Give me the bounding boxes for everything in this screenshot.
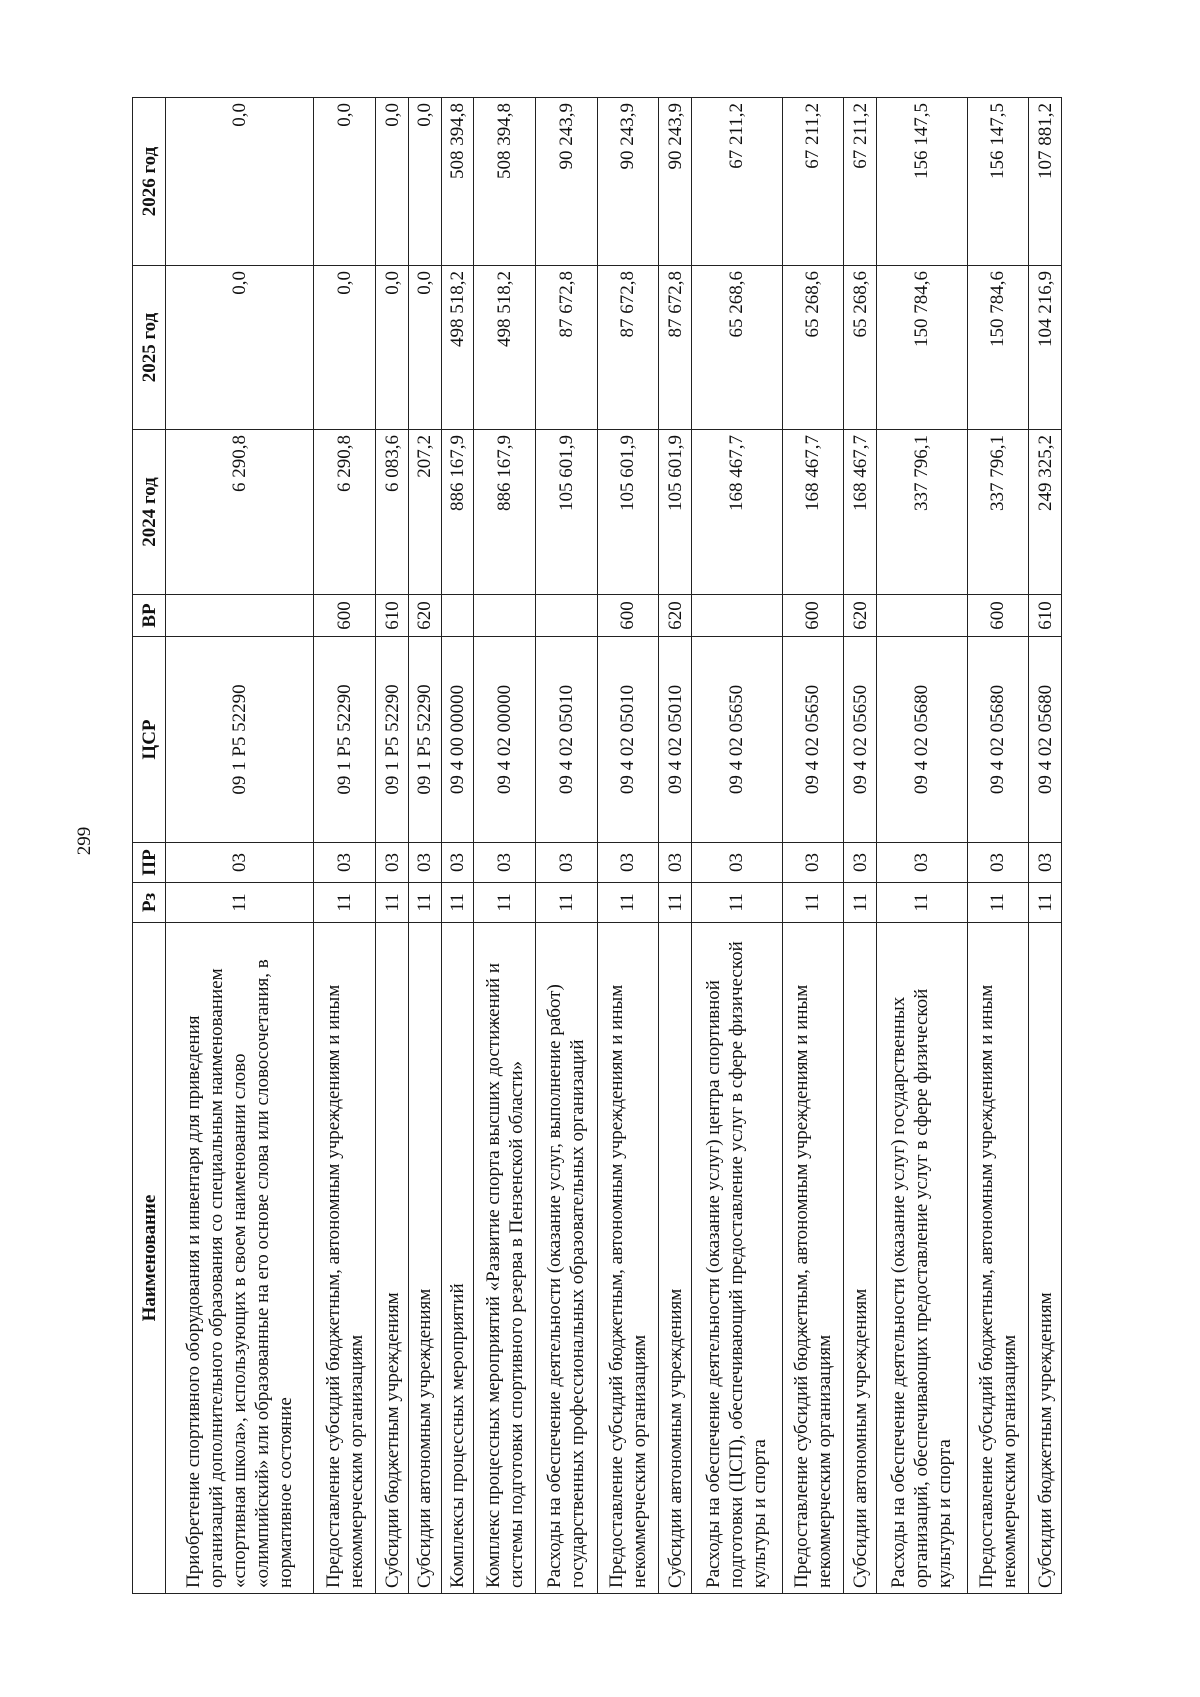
cell-pr: 03 xyxy=(376,843,409,883)
cell-2025: 0,0 xyxy=(376,266,409,430)
table-header-row xyxy=(133,98,166,1594)
cell-rz: 11 xyxy=(659,883,692,923)
cell-csr: 09 4 02 05650 xyxy=(782,637,844,843)
cell-2026: 0,0 xyxy=(166,98,314,266)
table-row xyxy=(376,98,409,1594)
cell-pr: 03 xyxy=(166,843,314,883)
cell-2025: 65 268,6 xyxy=(691,266,782,430)
cell-name: Субсидии автономным учреждениям xyxy=(659,923,692,1594)
table-row xyxy=(967,98,1029,1594)
cell-2025: 65 268,6 xyxy=(782,266,844,430)
header-2025: 2025 год xyxy=(133,266,166,430)
cell-2024: 168 467,7 xyxy=(691,430,782,595)
cell-rz: 11 xyxy=(474,883,536,923)
cell-2026: 0,0 xyxy=(376,98,409,266)
cell-name: Расходы на обеспечение деятельности (оказание услуг) государственных организаций, обеспечивающих предоставление услуг в сфере физической культуры и спорта xyxy=(876,923,967,1594)
cell-csr: 09 4 02 05010 xyxy=(597,637,659,843)
cell-vr xyxy=(876,595,967,637)
cell-pr: 03 xyxy=(967,843,1029,883)
cell-name: Предоставление субсидий бюджетным, автономным учреждениям и иным некоммерческим организациям xyxy=(597,923,659,1594)
cell-2025: 104 216,9 xyxy=(1029,266,1062,430)
cell-2024: 886 167,9 xyxy=(441,430,474,595)
cell-vr: 610 xyxy=(1029,595,1062,637)
cell-pr: 03 xyxy=(314,843,376,883)
header-2026: 2026 год xyxy=(133,98,166,266)
cell-pr: 03 xyxy=(408,843,441,883)
table-row xyxy=(876,98,967,1594)
cell-2026: 508 394,8 xyxy=(441,98,474,266)
cell-2026: 67 211,2 xyxy=(691,98,782,266)
cell-rz: 11 xyxy=(844,883,877,923)
table-row xyxy=(314,98,376,1594)
cell-2025: 0,0 xyxy=(166,266,314,430)
cell-2026: 156 147,5 xyxy=(967,98,1029,266)
cell-pr: 03 xyxy=(659,843,692,883)
cell-2024: 105 601,9 xyxy=(535,430,597,595)
cell-rz: 11 xyxy=(597,883,659,923)
cell-2024: 168 467,7 xyxy=(844,430,877,595)
table-row xyxy=(659,98,692,1594)
budget-table xyxy=(132,97,1062,1594)
cell-pr: 03 xyxy=(876,843,967,883)
cell-vr: 620 xyxy=(844,595,877,637)
cell-2026: 90 243,9 xyxy=(535,98,597,266)
cell-2024: 249 325,2 xyxy=(1029,430,1062,595)
cell-2026: 156 147,5 xyxy=(876,98,967,266)
cell-csr: 09 4 02 05680 xyxy=(967,637,1029,843)
cell-csr: 09 1 P5 52290 xyxy=(408,637,441,843)
cell-vr: 600 xyxy=(782,595,844,637)
cell-csr: 09 4 02 05650 xyxy=(691,637,782,843)
cell-2025: 87 672,8 xyxy=(659,266,692,430)
cell-csr: 09 1 P5 52290 xyxy=(314,637,376,843)
cell-pr: 03 xyxy=(474,843,536,883)
cell-pr: 03 xyxy=(441,843,474,883)
cell-vr: 620 xyxy=(659,595,692,637)
cell-2026: 107 881,2 xyxy=(1029,98,1062,266)
cell-2025: 0,0 xyxy=(314,266,376,430)
cell-2024: 337 796,1 xyxy=(967,430,1029,595)
table-row xyxy=(474,98,536,1594)
cell-2026: 90 243,9 xyxy=(597,98,659,266)
cell-vr xyxy=(535,595,597,637)
cell-rz: 11 xyxy=(441,883,474,923)
cell-pr: 03 xyxy=(782,843,844,883)
cell-csr: 09 4 02 05680 xyxy=(1029,637,1062,843)
cell-vr: 620 xyxy=(408,595,441,637)
header-2024: 2024 год xyxy=(133,430,166,595)
table-row xyxy=(844,98,877,1594)
cell-csr: 09 4 02 05650 xyxy=(844,637,877,843)
cell-2024: 207,2 xyxy=(408,430,441,595)
cell-name: Приобретение спортивного оборудования и инвентаря для приведения организаций дополнительного образования со специальным наименованием «спортивная школа», использующих в своем наименовании слово «олимпийский» или образованные на его основе слова или словосочетания, в нормативное состояние xyxy=(166,923,314,1594)
page-number: 299 xyxy=(74,826,95,856)
cell-2025: 87 672,8 xyxy=(597,266,659,430)
cell-csr: 09 1 P5 52290 xyxy=(376,637,409,843)
cell-name: Субсидии бюджетным учреждениям xyxy=(376,923,409,1594)
cell-pr: 03 xyxy=(535,843,597,883)
cell-rz: 11 xyxy=(782,883,844,923)
cell-rz: 11 xyxy=(166,883,314,923)
table-row xyxy=(597,98,659,1594)
cell-2024: 6 290,8 xyxy=(314,430,376,595)
cell-rz: 11 xyxy=(876,883,967,923)
cell-rz: 11 xyxy=(535,883,597,923)
cell-2024: 886 167,9 xyxy=(474,430,536,595)
cell-2025: 498 518,2 xyxy=(474,266,536,430)
cell-name: Субсидии бюджетным учреждениям xyxy=(1029,923,1062,1594)
cell-name: Комплексы процессных мероприятий xyxy=(441,923,474,1594)
cell-rz: 11 xyxy=(376,883,409,923)
header-vr: ВР xyxy=(133,595,166,637)
cell-csr: 09 4 00 00000 xyxy=(441,637,474,843)
cell-2025: 150 784,6 xyxy=(967,266,1029,430)
cell-vr: 600 xyxy=(597,595,659,637)
cell-csr: 09 4 02 05680 xyxy=(876,637,967,843)
header-name: Наименование xyxy=(133,923,166,1594)
cell-2024: 105 601,9 xyxy=(659,430,692,595)
cell-2026: 90 243,9 xyxy=(659,98,692,266)
cell-rz: 11 xyxy=(691,883,782,923)
cell-rz: 11 xyxy=(1029,883,1062,923)
cell-csr: 09 4 02 00000 xyxy=(474,637,536,843)
cell-csr: 09 4 02 05010 xyxy=(535,637,597,843)
cell-2024: 6 290,8 xyxy=(166,430,314,595)
table-row xyxy=(441,98,474,1594)
cell-vr: 610 xyxy=(376,595,409,637)
table-row xyxy=(1029,98,1062,1594)
cell-2026: 67 211,2 xyxy=(844,98,877,266)
rotated-table-container xyxy=(132,98,1062,1594)
cell-2026: 67 211,2 xyxy=(782,98,844,266)
cell-vr xyxy=(474,595,536,637)
cell-rz: 11 xyxy=(408,883,441,923)
cell-2025: 150 784,6 xyxy=(876,266,967,430)
cell-vr xyxy=(691,595,782,637)
cell-vr xyxy=(441,595,474,637)
header-csr: ЦСР xyxy=(133,637,166,843)
cell-name: Субсидии автономным учреждениям xyxy=(844,923,877,1594)
cell-2025: 0,0 xyxy=(408,266,441,430)
cell-name: Субсидии автономным учреждениям xyxy=(408,923,441,1594)
cell-2026: 508 394,8 xyxy=(474,98,536,266)
table-row xyxy=(166,98,314,1594)
cell-csr: 09 1 P5 52290 xyxy=(166,637,314,843)
table-row xyxy=(691,98,782,1594)
cell-2024: 105 601,9 xyxy=(597,430,659,595)
table-row xyxy=(535,98,597,1594)
cell-name: Расходы на обеспечение деятельности (оказание услуг, выполнение работ) государственных профессиональных образовательных организаций xyxy=(535,923,597,1594)
header-rz: Рз xyxy=(133,883,166,923)
cell-name: Комплекс процессных мероприятий «Развитие спорта высших достижений и системы подготовки спортивного резерва в Пензенской области» xyxy=(474,923,536,1594)
cell-pr: 03 xyxy=(1029,843,1062,883)
cell-pr: 03 xyxy=(597,843,659,883)
cell-name: Предоставление субсидий бюджетным, автономным учреждениям и иным некоммерческим организациям xyxy=(782,923,844,1594)
cell-rz: 11 xyxy=(967,883,1029,923)
cell-2024: 337 796,1 xyxy=(876,430,967,595)
cell-csr: 09 4 02 05010 xyxy=(659,637,692,843)
cell-pr: 03 xyxy=(844,843,877,883)
cell-vr: 600 xyxy=(967,595,1029,637)
cell-name: Предоставление субсидий бюджетным, автономным учреждениям и иным некоммерческим организациям xyxy=(967,923,1029,1594)
header-pr: ПР xyxy=(133,843,166,883)
cell-2025: 65 268,6 xyxy=(844,266,877,430)
table-row xyxy=(782,98,844,1594)
cell-rz: 11 xyxy=(314,883,376,923)
cell-2025: 87 672,8 xyxy=(535,266,597,430)
cell-2024: 6 083,6 xyxy=(376,430,409,595)
cell-name: Расходы на обеспечение деятельности (оказание услуг) центра спортивной подготовки (ЦСП), обеспечивающий предоставление услуг в сфере физической культуры и спорта xyxy=(691,923,782,1594)
cell-name: Предоставление субсидий бюджетным, автономным учреждениям и иным некоммерческим организациям xyxy=(314,923,376,1594)
cell-vr: 600 xyxy=(314,595,376,637)
table-row xyxy=(408,98,441,1594)
cell-2026: 0,0 xyxy=(408,98,441,266)
cell-pr: 03 xyxy=(691,843,782,883)
cell-2026: 0,0 xyxy=(314,98,376,266)
cell-2025: 498 518,2 xyxy=(441,266,474,430)
cell-vr xyxy=(166,595,314,637)
cell-2024: 168 467,7 xyxy=(782,430,844,595)
